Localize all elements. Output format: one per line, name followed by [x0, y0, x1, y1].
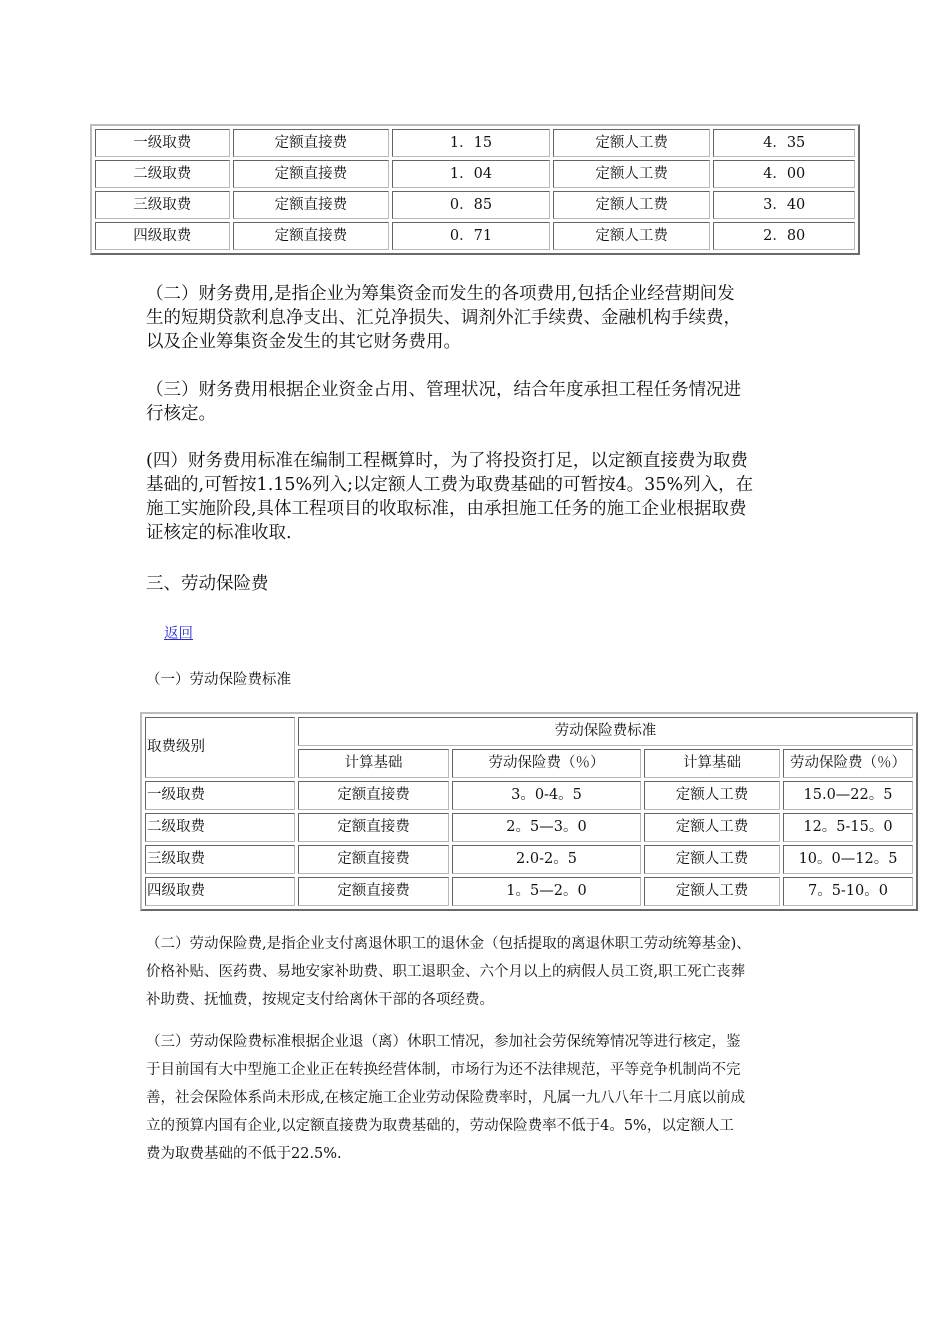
table-row [95, 222, 855, 250]
table-cell: 定额人工费 [644, 813, 780, 842]
column-header: 劳动保险费（％） [452, 749, 641, 778]
text-line: 立的预算内国有企业,以定额直接费为取费基础的，劳动保险费率不低于4。5%，以定额人工 [146, 1118, 734, 1134]
subheading-labor-insurance-standard: （一）劳动保险费标准 [146, 672, 291, 688]
table-cell: 1．04 [392, 160, 550, 188]
table-cell: 10。0—12。5 [783, 845, 913, 874]
text-line: （二）财务费用,是指企业为筹集资金而发生的各项费用,包括企业经营期间发 [146, 284, 735, 304]
table-cell: 12。5-15。0 [783, 813, 913, 842]
table-cell: 四级取费 [145, 877, 295, 906]
level-header: 取费级别 [145, 717, 295, 778]
table-row [145, 781, 913, 810]
table-cell: 定额人工费 [553, 129, 711, 157]
table-cell: 定额人工费 [553, 191, 711, 219]
table-cell: 7。5-10。0 [783, 877, 913, 906]
table-cell: 定额人工费 [644, 845, 780, 874]
table-cell: 定额直接费 [233, 191, 390, 219]
table-cell: 15.0—22。5 [783, 781, 913, 810]
text-line: 生的短期贷款利息净支出、汇兑净损失、调剂外汇手续费、金融机构手续费， [146, 308, 741, 328]
table-cell: 二级取费 [95, 160, 230, 188]
text-line: （三）劳动保险费标准根据企业退（离）休职工情况，参加社会劳保统筹情况等进行核定，鉴 [146, 1034, 741, 1050]
column-header: 劳动保险费（％） [783, 749, 913, 778]
table-row [95, 160, 855, 188]
text-line: 价格补贴、医药费、易地安家补助费、职工退职金、六个月以上的病假人员工资,职工死亡丧葬 [146, 964, 746, 980]
table-cell: 定额直接费 [233, 222, 390, 250]
table-cell: 定额人工费 [553, 160, 711, 188]
text-line: 善，社会保险体系尚未形成,在核定施工企业劳动保险费率时，凡属一九八八年十二月底以前成 [146, 1090, 746, 1106]
table-cell: 4．00 [713, 160, 855, 188]
text-line: (四）财务费用标准在编制工程概算时，为了将投资打足，以定额直接费为取费 [146, 451, 748, 471]
text-line: 行核定。 [146, 404, 216, 424]
table-cell: 3。0-4。5 [452, 781, 641, 810]
table-cell: 一级取费 [145, 781, 295, 810]
table-cell: 三级取费 [145, 845, 295, 874]
table-cell: 二级取费 [145, 813, 295, 842]
table-cell: 定额直接费 [298, 877, 449, 906]
table-cell: 定额人工费 [644, 781, 780, 810]
table-cell: 0．71 [392, 222, 550, 250]
section-heading: 三、劳动保险费 [146, 574, 269, 594]
labor-insurance-table [140, 712, 918, 911]
table-cell: 4．35 [713, 129, 855, 157]
text-line: （二）劳动保险费,是指企业支付离退休职工的退休金（包括提取的离退休职工劳动统筹基金)、 [146, 936, 751, 952]
table-cell: 定额人工费 [553, 222, 711, 250]
text-line: 费为取费基础的不低于22.5%. [146, 1146, 342, 1162]
table-cell: 2。5—3。0 [452, 813, 641, 842]
table-header-row [145, 717, 913, 746]
paragraph-financial-expense-definition [146, 282, 741, 354]
table-cell: 一级取费 [95, 129, 230, 157]
text-line: 以及企业筹集资金发生的其它财务费用。 [146, 332, 461, 352]
table-cell: 2．80 [713, 222, 855, 250]
table-cell: 1．15 [392, 129, 550, 157]
table-cell: 定额直接费 [298, 813, 449, 842]
column-header: 计算基础 [644, 749, 780, 778]
column-header: 计算基础 [298, 749, 449, 778]
table-cell: 2.0-2。5 [452, 845, 641, 874]
paragraph-financial-expense-standard [146, 449, 753, 545]
table-cell: 定额直接费 [233, 160, 390, 188]
table-cell: 定额直接费 [233, 129, 390, 157]
paragraph-labor-insurance-verification [146, 1028, 745, 1168]
table-cell: 0．85 [392, 191, 550, 219]
text-line: 于目前国有大中型施工企业正在转换经营体制，市场行为还不法律规范，平等竞争机制尚不完 [146, 1062, 741, 1078]
paragraph-labor-insurance-definition [146, 930, 751, 1014]
table-cell: 1。5—2。0 [452, 877, 641, 906]
table-cell: 定额人工费 [644, 877, 780, 906]
text-line: 施工实施阶段,具体工程项目的收取标准，由承担施工任务的施工企业根据取费 [146, 499, 747, 519]
text-line: 证核定的标准收取. [146, 523, 292, 543]
table-cell: 定额直接费 [298, 845, 449, 874]
table-cell: 四级取费 [95, 222, 230, 250]
group-header: 劳动保险费标准 [298, 717, 913, 746]
text-line: 基础的,可暂按1.15%列入;以定额人工费为取费基础的可暂按4。35%列入，在 [146, 475, 754, 495]
fee-rate-table [90, 124, 860, 255]
table-row [145, 845, 913, 874]
table-row [145, 877, 913, 906]
text-line: （三）财务费用根据企业资金占用、管理状况，结合年度承担工程任务情况进 [146, 380, 741, 400]
table-row [95, 129, 855, 157]
back-link[interactable]: 返回 [164, 626, 193, 642]
text-line: 补助费、抚恤费，按规定支付给离休干部的各项经费。 [146, 992, 494, 1008]
table-cell: 三级取费 [95, 191, 230, 219]
table-row [95, 191, 855, 219]
table-cell: 3．40 [713, 191, 855, 219]
table-row [145, 813, 913, 842]
table-cell: 定额直接费 [298, 781, 449, 810]
paragraph-financial-expense-verification [146, 378, 741, 426]
